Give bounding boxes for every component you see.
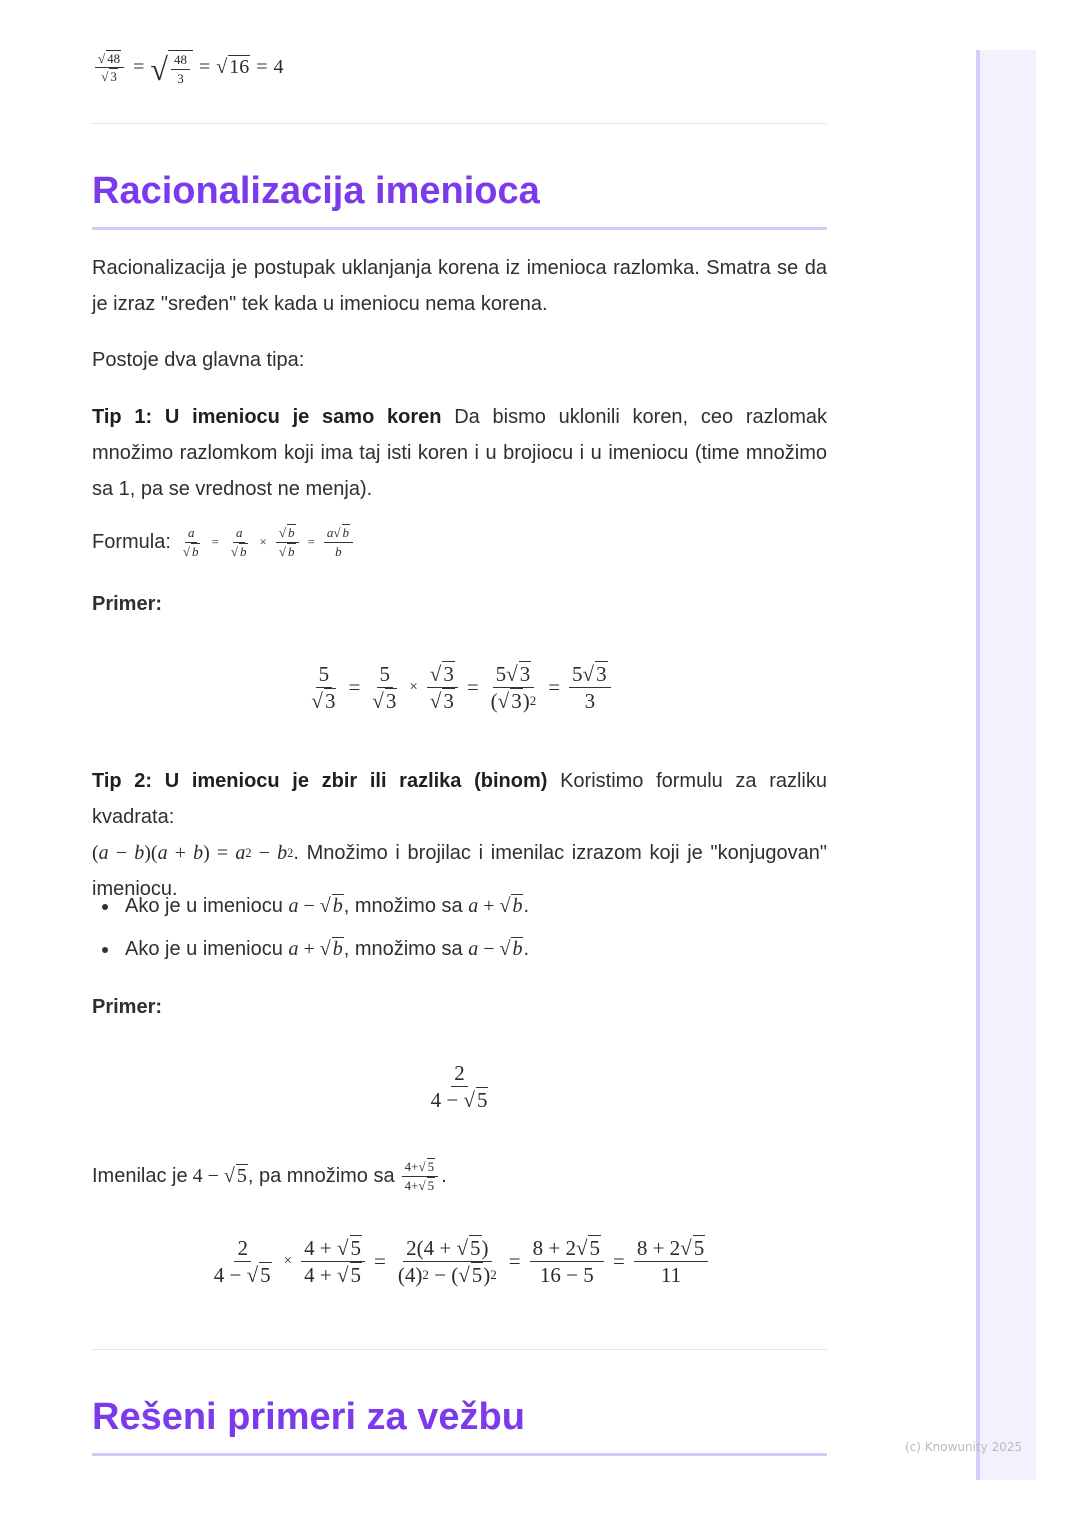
tip1-text: Da bismo uklonili koren, ceo razlomak množimo razlomkom koji ima taj isti koren i u brojiocu i u imeniocu (time množimo sa 1, pa se vrednost ne menja). [92, 406, 827, 500]
copyright: (c) Knowunity 2025 [905, 1440, 1023, 1454]
section-heading: Racionalizacija imenioca [92, 170, 540, 212]
tip2-paragraph: Tip 2: U imeniocu je zbir ili razlika (binom) Koristimo formulu za razliku kvadrata: $(a - b)(a + b) = a^2 - b^2$. Množimo i brojilac i imenilac izrazom koji je "konjugovan" imeniocu. [92, 770, 827, 900]
tip1-heading: Tip 1: U imeniocu je samo koren [92, 406, 442, 428]
tip1-paragraph [92, 399, 827, 507]
tip2-heading: Tip 2: U imeniocu je zbir ili razlika (binom) [92, 770, 548, 792]
example2-label: Primer: [92, 996, 163, 1018]
example2-fraction: $\frac{2}{4 - √5}$ [430, 1061, 488, 1113]
formula-label: Formula: [92, 530, 171, 553]
difference-of-squares: $(a - b)(a + b) = a^2 - b^2$ [92, 842, 294, 864]
conjugate-list [92, 885, 529, 971]
imenilac-line: Imenilac je 4 − √ 5 , pa množimo sa $\frac{4+√ 5}{4+√ 5}$ . [92, 1159, 447, 1193]
list-item: Ako je u imeniocu a + √ b, množimo sa a − √ b. [92, 928, 529, 971]
section-heading: Rešeni primeri za vežbu [92, 1396, 525, 1438]
separator [92, 1349, 827, 1350]
top-formula: $\frac{√ 48}{√ 3}$ = √ $\frac{48}{3}$ = √ 16 = 4 [92, 50, 284, 85]
intro-paragraph: Racionalizacija je postupak uklanjanja korena iz imenioca razlomka. Smatra se da je izraz "sređen" tek kada u imeniocu nema korena. [92, 257, 827, 315]
example-label: Primer: [92, 593, 163, 615]
list-item: Ako je u imeniocu a − √ b, množimo sa a + √ b. [92, 885, 529, 928]
formula-line: Formula: $\frac{a}{√ b}$ = $\frac{a}{√ b}$ × $\frac{√ b}{√ b}$ = $\frac{a√ b}{b}$ [92, 526, 356, 558]
example2-equation: $\frac{2}{4 - √5}$ × $\frac{4 + √5}{4 + √5}$ = $\frac{2(4 + √5)}{(4)^2 - (√5)^2}$ = $\frac{8 + 2√5}{16 - 5}$ = $\frac{8 + 2√5}{11}$ [92, 1237, 827, 1286]
example1-equation: $\frac{5}{√3}$ = $\frac{5}{√3}$ × $\frac{√3}{√3}$ = $\frac{5√3}{(√3)^2}$ = $\frac{5√3}{3}$ [92, 663, 827, 712]
side-strip [976, 50, 1036, 1480]
heading-underline [92, 1453, 827, 1456]
types-intro: Postoje dva glavna tipa: [92, 349, 305, 371]
heading-underline [92, 227, 827, 230]
separator [92, 123, 827, 124]
